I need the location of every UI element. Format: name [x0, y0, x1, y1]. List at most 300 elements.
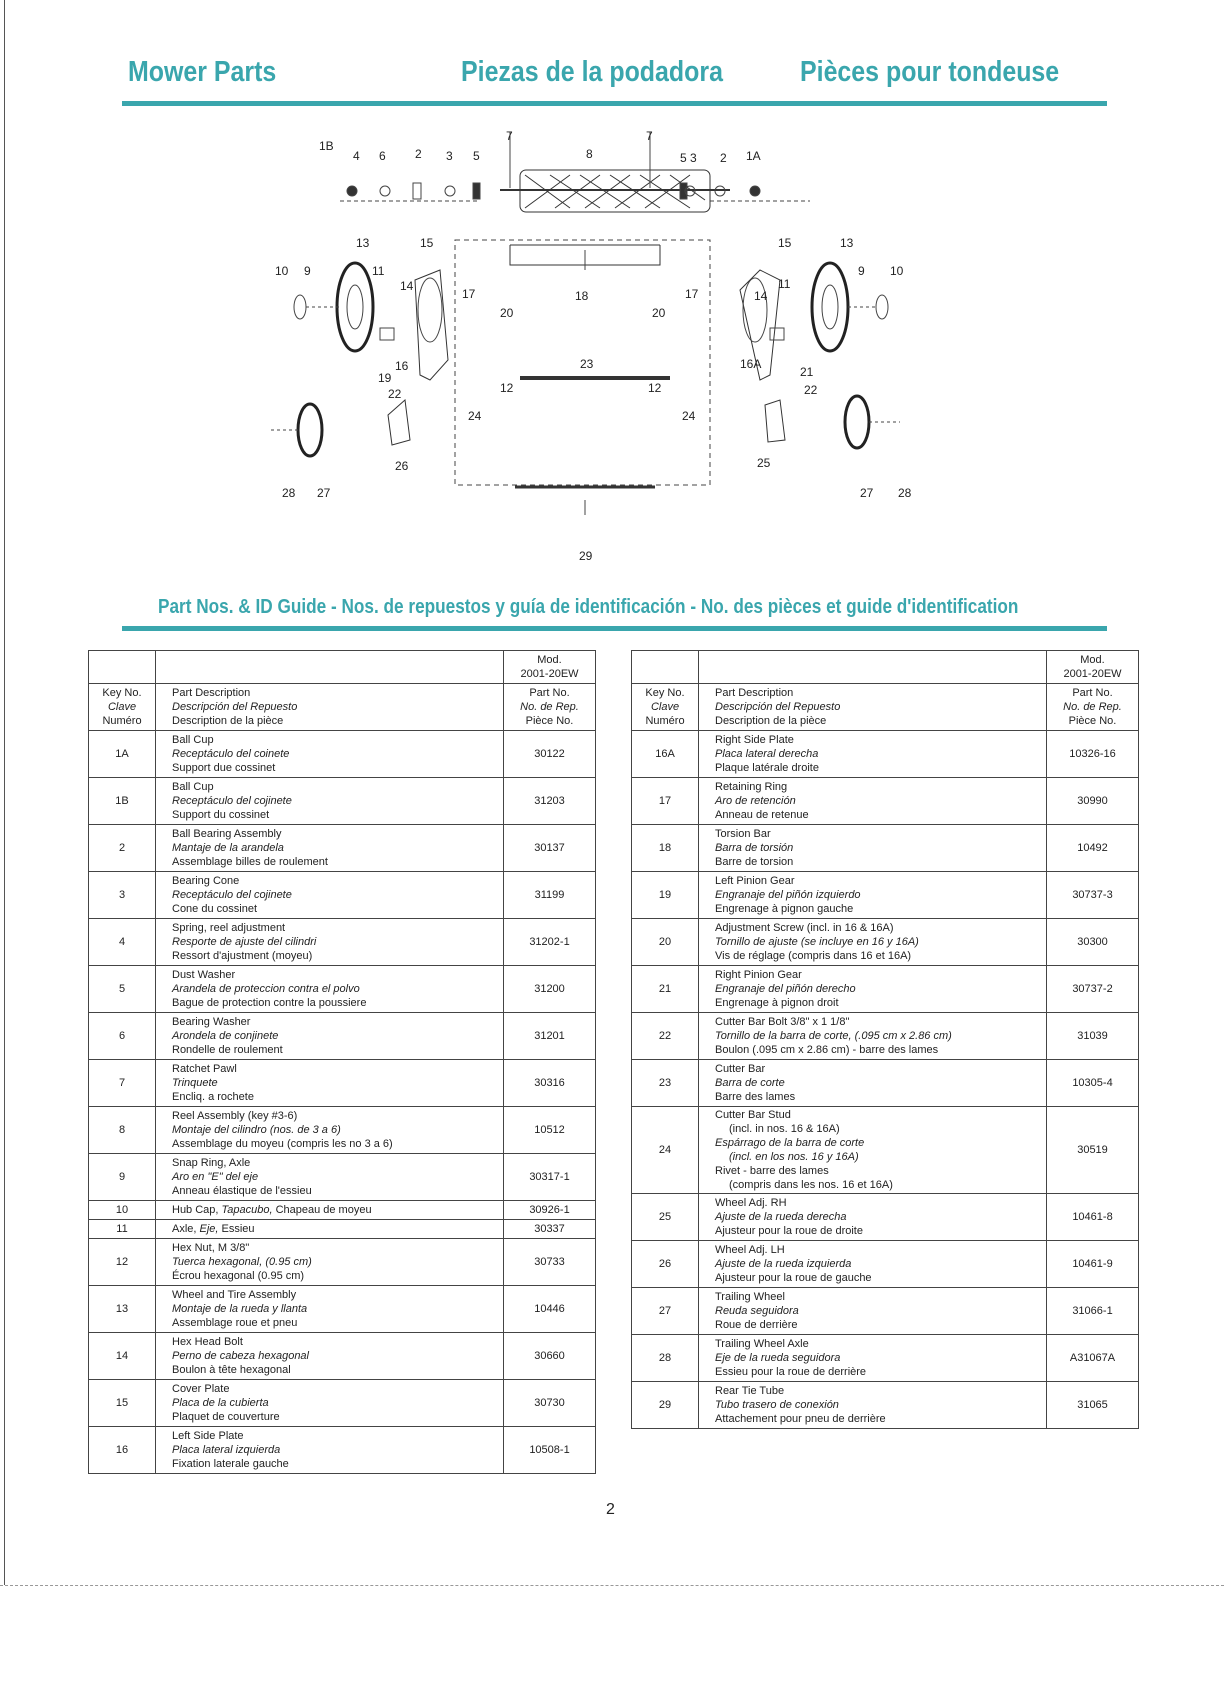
exploded-parts-diagram: [270, 120, 970, 565]
table-row: [632, 825, 1139, 872]
header-blank: [156, 651, 504, 684]
key-number: 9: [89, 1154, 156, 1201]
description-en: Hex Nut, M 3/8": [172, 1242, 250, 1254]
part-number: 30337: [504, 1220, 596, 1239]
callout: 10: [890, 264, 904, 278]
table-row: [632, 1107, 1139, 1194]
part-description: [156, 1333, 504, 1380]
part-number: 30730: [504, 1380, 596, 1427]
description-fr: Roue de derrière: [715, 1319, 798, 1331]
callout: 1A: [746, 149, 761, 163]
key-number: 5: [89, 966, 156, 1013]
header-part-description-line: Part Description: [172, 687, 251, 699]
description-en: Reel Assembly (key #3-6): [172, 1110, 298, 1122]
key-number: 7: [89, 1060, 156, 1107]
part-number: 30737-2: [1047, 966, 1139, 1013]
part-description: [156, 1060, 504, 1107]
part-number: 30737-3: [1047, 872, 1139, 919]
table-row: [632, 1382, 1139, 1429]
description-line: (incl. en los nos. 16 y 16A): [729, 1151, 859, 1163]
description-es: Trinquete: [172, 1077, 218, 1089]
description-es: Engranaje del piñón derecho: [715, 983, 856, 995]
callout: 14: [754, 289, 768, 303]
description-en: Wheel Adj. RH: [715, 1197, 787, 1209]
description-fr: Engrenage à pignon droit: [715, 997, 839, 1009]
table-row: [89, 1201, 596, 1220]
part-number: 30300: [1047, 919, 1139, 966]
description-fr: Boulon à tête hexagonal: [172, 1364, 291, 1376]
key-number: 17: [632, 778, 699, 825]
callout: 11: [778, 277, 791, 291]
description-es: Placa lateral izquierda: [172, 1444, 281, 1456]
key-number: 10: [89, 1201, 156, 1220]
table-row: [89, 1060, 596, 1107]
table-row: [632, 966, 1139, 1013]
table-row: [632, 1013, 1139, 1060]
table-row: [89, 1107, 596, 1154]
part-description: [156, 1201, 504, 1220]
description-en: Torsion Bar: [715, 828, 771, 840]
key-number: 16A: [632, 731, 699, 778]
description-es: Eje de la rueda seguidora: [715, 1352, 841, 1364]
callout: 17: [685, 287, 699, 301]
callout: 20: [652, 306, 666, 320]
title-bar: [0, 56, 1224, 96]
table-row: [89, 825, 596, 872]
description-en: Bearing Washer: [172, 1016, 251, 1028]
callout: 26: [395, 459, 409, 473]
description-fr: Assemblage du moyeu (compris les no 3 a 6): [172, 1138, 393, 1150]
description-fr: Encliq. a rochete: [172, 1091, 254, 1103]
description-fr: Anneau élastique de l'essieu: [172, 1185, 312, 1197]
part-description: [699, 825, 1047, 872]
table-row: [632, 872, 1139, 919]
diagram-drawing: [270, 120, 970, 565]
description-en: Right Side Plate: [715, 734, 794, 746]
header-columns-row: [89, 684, 596, 731]
callout: 24: [682, 409, 696, 423]
table-row: [89, 1154, 596, 1201]
part-number: 31200: [504, 966, 596, 1013]
description-en: Hex Head Bolt: [172, 1336, 243, 1348]
description-es: Eje,: [199, 1223, 222, 1235]
description-es: Arandela de proteccion contra el polvo: [172, 983, 360, 995]
part-description: [699, 1107, 1047, 1194]
header-part-no-line: Pièce No.: [525, 715, 574, 727]
callout: 28: [282, 486, 296, 500]
description-es: Barra de corte: [715, 1077, 785, 1089]
header-key-no-line: Numéro: [645, 715, 685, 727]
table-row: [89, 1286, 596, 1333]
header-key-no-line: Key No.: [102, 687, 142, 699]
part-number: 31066-1: [1047, 1288, 1139, 1335]
callout: 8: [586, 147, 593, 161]
guide-underline: [122, 626, 1107, 631]
header-part-no: [1047, 684, 1139, 731]
page-number: 2: [606, 1501, 615, 1518]
header-part-description-line: Part Description: [715, 687, 794, 699]
description-es: Receptáculo del coinete: [172, 748, 290, 760]
header-blank: [632, 651, 699, 684]
table-row: [632, 1335, 1139, 1382]
table-row: [632, 778, 1139, 825]
callout: 27: [317, 486, 331, 500]
description-fr: Ressort d'ajustment (moyeu): [172, 950, 313, 962]
title-spanish: Piezas de la podadora: [461, 56, 723, 88]
description-en: Left Pinion Gear: [715, 875, 795, 887]
callout: 17: [462, 287, 476, 301]
key-number: 2: [89, 825, 156, 872]
callout: 9: [858, 264, 865, 278]
description-fr: Barre de torsion: [715, 856, 794, 868]
callout: 15: [778, 236, 792, 250]
part-number: 31039: [1047, 1013, 1139, 1060]
description-line: (incl. in nos. 16 & 16A): [729, 1123, 840, 1135]
callout: 21: [800, 365, 814, 379]
model-number: 2001-20EW: [520, 668, 579, 680]
table-row: [632, 919, 1139, 966]
part-number: 10512: [504, 1107, 596, 1154]
part-description: [699, 1382, 1047, 1429]
callout: 28: [898, 486, 912, 500]
description-en: Rear Tie Tube: [715, 1385, 785, 1397]
part-number: 30990: [1047, 778, 1139, 825]
callout: 14: [400, 279, 414, 293]
model-label: Mod.: [1080, 654, 1105, 666]
callout: 2: [415, 147, 422, 161]
key-number: 13: [89, 1286, 156, 1333]
part-number: A31067A: [1047, 1335, 1139, 1382]
description-fr: Plaque latérale droite: [715, 762, 819, 774]
table-row: [89, 1427, 596, 1474]
header-part-no-line: No. de Rep.: [520, 701, 579, 713]
key-number: 27: [632, 1288, 699, 1335]
key-number: 23: [632, 1060, 699, 1107]
description-en: Trailing Wheel Axle: [715, 1338, 809, 1350]
part-description: [156, 778, 504, 825]
part-description: [156, 1239, 504, 1286]
description-es: Perno de cabeza hexagonal: [172, 1350, 309, 1362]
part-description: [699, 1335, 1047, 1382]
table-row: [632, 1241, 1139, 1288]
key-number: 21: [632, 966, 699, 1013]
callout: 29: [579, 549, 593, 563]
description-es: Mantaje de la arandela: [172, 842, 284, 854]
part-description: [156, 731, 504, 778]
table-row: [89, 1333, 596, 1380]
description-fr: Attachement pour pneu de derrière: [715, 1413, 886, 1425]
description-en: Left Side Plate: [172, 1430, 244, 1442]
part-number: 10508-1: [504, 1427, 596, 1474]
table-row: [89, 966, 596, 1013]
key-number: 28: [632, 1335, 699, 1382]
guide-title: Part Nos. & ID Guide - Nos. de repuestos y guía de identificación - No. des pièces et guide d'identification: [158, 596, 1019, 618]
description-fr: Plaquet de couverture: [172, 1411, 280, 1423]
callout: 25: [757, 456, 771, 470]
description-es: Receptáculo del cojinete: [172, 889, 292, 901]
key-number: 29: [632, 1382, 699, 1429]
description-en: Wheel and Tire Assembly: [172, 1289, 297, 1301]
part-number: 30316: [504, 1060, 596, 1107]
description-en: Trailing Wheel: [715, 1291, 785, 1303]
header-key-no-line: Numéro: [102, 715, 142, 727]
key-number: 11: [89, 1220, 156, 1239]
parts-table-right: [631, 650, 1139, 1429]
header-model-row: [89, 651, 596, 684]
key-number: 16: [89, 1427, 156, 1474]
description-es: Aro en "E" del eje: [172, 1171, 259, 1183]
part-description: [156, 1013, 504, 1060]
table-row: [89, 1013, 596, 1060]
header-key-no: [632, 684, 699, 731]
description-es: Arondela de conjinete: [172, 1030, 279, 1042]
part-description: [156, 1154, 504, 1201]
callout: 10: [275, 264, 289, 278]
header-part-description-line: Description de la pièce: [715, 715, 827, 727]
key-number: 20: [632, 919, 699, 966]
header-key-no: [89, 684, 156, 731]
part-description: [699, 1241, 1047, 1288]
callout: 7: [506, 129, 513, 143]
callout: 16: [395, 359, 409, 373]
part-number: 30926-1: [504, 1201, 596, 1220]
callout: 5: [473, 149, 480, 163]
key-number: 25: [632, 1194, 699, 1241]
description-es: Ajuste de la rueda izquierda: [715, 1258, 852, 1270]
table-row: [89, 1220, 596, 1239]
key-number: 6: [89, 1013, 156, 1060]
table-row: [632, 731, 1139, 778]
header-model-row: [632, 651, 1139, 684]
header-blank: [89, 651, 156, 684]
part-description: [156, 1427, 504, 1474]
description-es: Tapacubo,: [221, 1204, 276, 1216]
description-fr: Assemblage roue et pneu: [172, 1317, 298, 1329]
part-description: [699, 966, 1047, 1013]
description-en: Adjustment Screw (incl. in 16 & 16A): [715, 922, 894, 934]
description-fr: Rondelle de roulement: [172, 1044, 283, 1056]
description-fr: Support du cossinet: [172, 809, 270, 821]
header-part-no: [504, 684, 596, 731]
description-es: Reuda seguidora: [715, 1305, 799, 1317]
description-en: Spring, reel adjustment: [172, 922, 286, 934]
description-fr: Barre des lames: [715, 1091, 796, 1103]
description-en: Cover Plate: [172, 1383, 230, 1395]
description-es: Montaje de la rueda y llanta: [172, 1303, 308, 1315]
part-description: [156, 919, 504, 966]
part-description: [699, 731, 1047, 778]
description-line: Cutter Bar Stud: [715, 1109, 791, 1121]
part-number: 30733: [504, 1239, 596, 1286]
part-description: [156, 1286, 504, 1333]
callout: 16A: [740, 357, 762, 371]
parts-table-left: [88, 650, 596, 1474]
description-en: Dust Washer: [172, 969, 236, 981]
description-en: Bearing Cone: [172, 875, 240, 887]
description-fr: Boulon (.095 cm x 2.86 cm) - barre des lames: [715, 1044, 939, 1056]
part-description: [699, 1288, 1047, 1335]
description-es: Engranaje del piñón izquierdo: [715, 889, 861, 901]
description-es: Tornillo de la barra de corte, (.095 cm x 2.86 cm): [715, 1030, 952, 1042]
description-fr: Support due cossinet: [172, 762, 276, 774]
description-fr: Chapeau de moyeu: [275, 1204, 372, 1216]
part-description: [699, 1060, 1047, 1107]
header-part-no-line: No. de Rep.: [1063, 701, 1122, 713]
table-row: [632, 1288, 1139, 1335]
key-number: 14: [89, 1333, 156, 1380]
header-key-no-line: Clave: [650, 701, 680, 713]
part-number: 30660: [504, 1333, 596, 1380]
title-underline: [122, 101, 1107, 106]
description-en: Ball Bearing Assembly: [172, 828, 282, 840]
model-label: Mod.: [537, 654, 562, 666]
description-en: Hub Cap,: [172, 1204, 222, 1216]
description-line: Rivet - barre des lames: [715, 1165, 829, 1177]
description-en: Ball Cup: [172, 781, 214, 793]
description-line: Espárrago de la barra de corte: [715, 1137, 865, 1149]
callout: 19: [378, 371, 392, 385]
callout: 1B: [319, 139, 334, 153]
part-number: 10461-9: [1047, 1241, 1139, 1288]
header-blank: [699, 651, 1047, 684]
description-en: Retaining Ring: [715, 781, 788, 793]
description-es: Receptáculo del cojinete: [172, 795, 292, 807]
callout: 11: [372, 264, 385, 278]
header-part-no-line: Pièce No.: [1068, 715, 1117, 727]
part-number: 31201: [504, 1013, 596, 1060]
model-number: 2001-20EW: [1063, 668, 1122, 680]
part-description: [156, 966, 504, 1013]
header-model: [1047, 651, 1139, 684]
part-description: [699, 1013, 1047, 1060]
description-fr: Écrou hexagonal (0.95 cm): [172, 1270, 305, 1282]
part-description: [699, 1194, 1047, 1241]
description-fr: Ajusteur pour la roue de droite: [715, 1225, 863, 1237]
callout: 5 3: [680, 151, 697, 165]
callout: 20: [500, 306, 514, 320]
description-fr: Anneau de retenue: [715, 809, 809, 821]
key-number: 15: [89, 1380, 156, 1427]
header-model: [504, 651, 596, 684]
callout: 23: [580, 357, 594, 371]
description-es: Barra de torsión: [715, 842, 794, 854]
key-number: 12: [89, 1239, 156, 1286]
description-en: Ball Cup: [172, 734, 214, 746]
header-part-no-line: Part No.: [529, 687, 570, 699]
part-number: 31202-1: [504, 919, 596, 966]
description-en: Cutter Bar Bolt 3/8" x 1 1/8": [715, 1016, 850, 1028]
callout: 13: [356, 236, 370, 250]
table-row: [89, 1239, 596, 1286]
diagram-callouts: [275, 129, 912, 563]
header-part-no-line: Part No.: [1072, 687, 1113, 699]
callout: 12: [500, 381, 514, 395]
part-description: [699, 872, 1047, 919]
description-fr: Essieu: [221, 1223, 255, 1235]
header-part-description: [699, 684, 1047, 731]
table-row: [89, 872, 596, 919]
description-es: Placa de la cubierta: [172, 1397, 269, 1409]
header-part-description: [156, 684, 504, 731]
part-number: 10446: [504, 1286, 596, 1333]
description-en: Snap Ring, Axle: [172, 1157, 251, 1169]
callout: 27: [860, 486, 874, 500]
table-row: [89, 778, 596, 825]
part-number: 10305-4: [1047, 1060, 1139, 1107]
description-fr: Essieu pour la roue de derrière: [715, 1366, 867, 1378]
key-number: 24: [632, 1107, 699, 1194]
table-row: [89, 1380, 596, 1427]
header-key-no-line: Key No.: [645, 687, 685, 699]
part-number: 30519: [1047, 1107, 1139, 1194]
description-line: (compris dans les nos. 16 et 16A): [729, 1179, 893, 1191]
description-en: Axle,: [172, 1223, 200, 1235]
header-key-no-line: Clave: [107, 701, 137, 713]
part-number: 30317-1: [504, 1154, 596, 1201]
title-french: Pièces pour tondeuse: [800, 56, 1060, 88]
callout: 9: [304, 264, 311, 278]
table-row: [89, 731, 596, 778]
description-fr: Engrenage à pignon gauche: [715, 903, 854, 915]
part-description: [156, 1220, 504, 1239]
part-description: [156, 1380, 504, 1427]
description-fr: Cone du cossinet: [172, 903, 257, 915]
description-en: Ratchet Pawl: [172, 1063, 237, 1075]
callout: 22: [804, 383, 818, 397]
callout: 18: [575, 289, 589, 303]
callout: 7: [646, 129, 653, 143]
page-edge-left: [4, 0, 5, 1585]
title-english: Mower Parts: [128, 56, 277, 88]
part-description: [156, 1107, 504, 1154]
callout: 2: [720, 151, 727, 165]
description-fr: Fixation laterale gauche: [172, 1458, 289, 1470]
part-number: 30137: [504, 825, 596, 872]
key-number: 18: [632, 825, 699, 872]
callout: 24: [468, 409, 482, 423]
description-fr: Bague de protection contre la poussiere: [172, 997, 367, 1009]
part-number: 10461-8: [1047, 1194, 1139, 1241]
key-number: 22: [632, 1013, 699, 1060]
table-row: [89, 919, 596, 966]
description-es: Tuerca hexagonal, (0.95 cm): [172, 1256, 312, 1268]
description-es: Resporte de ajuste del cilindri: [172, 936, 317, 948]
part-description: [156, 872, 504, 919]
header-part-description-line: Descripción del Repuesto: [715, 701, 841, 713]
description-fr: Vis de réglage (compris dans 16 et 16A): [715, 950, 912, 962]
callout: 6: [379, 149, 386, 163]
key-number: 3: [89, 872, 156, 919]
description-es: Tubo trasero de conexión: [715, 1399, 839, 1411]
callout: 15: [420, 236, 434, 250]
callout: 13: [840, 236, 854, 250]
part-description: [699, 778, 1047, 825]
table-row: [632, 1194, 1139, 1241]
key-number: 19: [632, 872, 699, 919]
description-es: Placa lateral derecha: [715, 748, 819, 760]
part-number: 31199: [504, 872, 596, 919]
description-es: Ajuste de la rueda derecha: [715, 1211, 847, 1223]
callout: 4: [353, 149, 360, 163]
callout: 3: [446, 149, 453, 163]
description-en: Wheel Adj. LH: [715, 1244, 785, 1256]
key-number: 1A: [89, 731, 156, 778]
callout: 22: [388, 387, 402, 401]
part-description: [699, 919, 1047, 966]
header-part-description-line: Description de la pièce: [172, 715, 284, 727]
header-columns-row: [632, 684, 1139, 731]
page-edge-bottom: [0, 1585, 1224, 1586]
